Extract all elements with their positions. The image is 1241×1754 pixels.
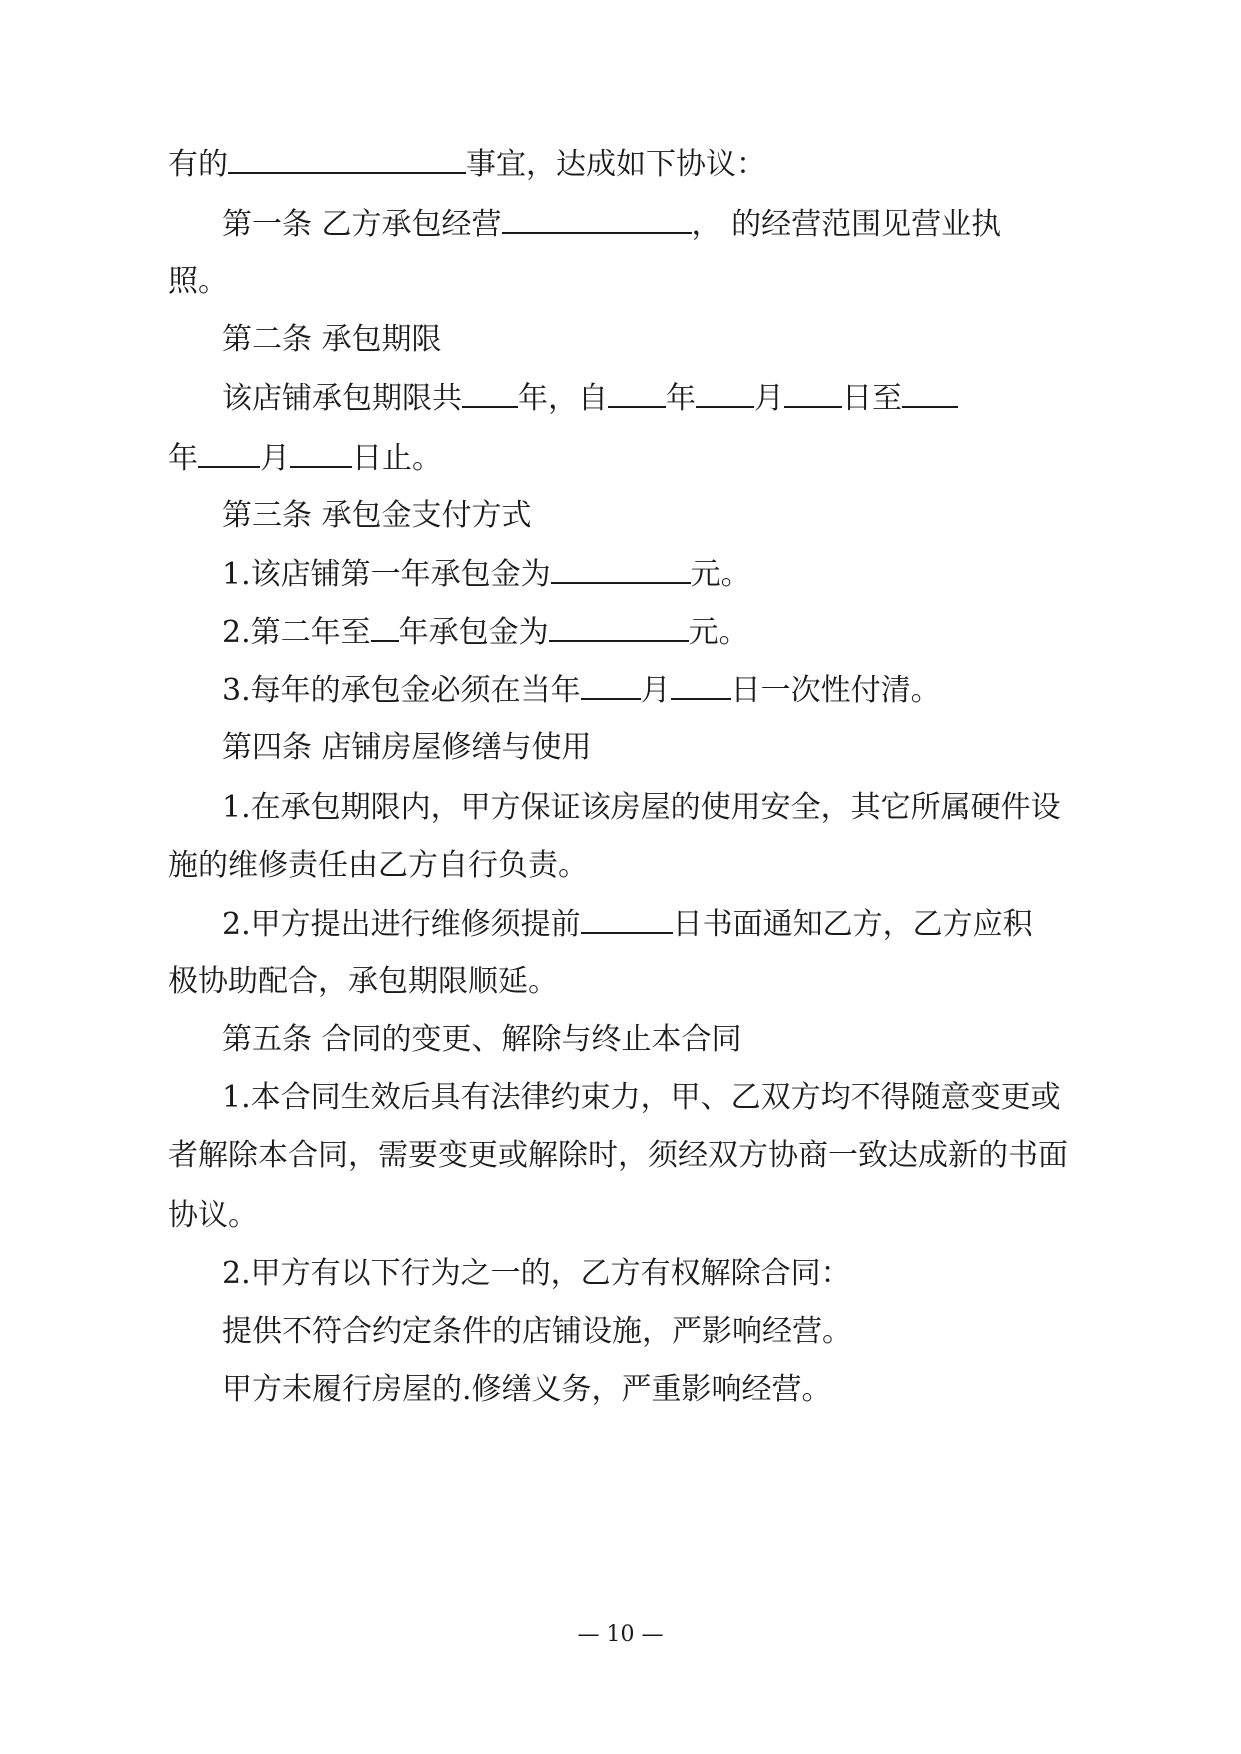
section-heading <box>222 726 1241 770</box>
text-line <box>222 668 1241 712</box>
text-run: 元。 <box>690 557 751 592</box>
text-line <box>168 436 1241 480</box>
text-line <box>222 786 1241 830</box>
text-line <box>222 1310 1241 1354</box>
text-run: 日一次性付清。 <box>730 673 941 708</box>
text-run: 提供不符合约定条件的店铺设施，严影响经营。 <box>222 1314 852 1349</box>
text-run: ， 的经营范围见营业执 <box>691 207 1002 242</box>
fill-in-blank[interactable] <box>549 610 689 642</box>
text-run: 该店铺承包期限共 <box>222 381 462 416</box>
text-run: 日至 <box>842 381 902 416</box>
section-heading <box>222 494 1241 538</box>
fill-in-blank[interactable] <box>578 202 692 234</box>
text-run: 甲方未履行房屋的.修缮义务，严重影响经营。 <box>222 1372 832 1407</box>
text-run: 第五条 合同的变更、解除与终止本合同 <box>222 1022 742 1057</box>
fill-in-blank[interactable] <box>290 436 352 468</box>
text-run: 2.甲方有以下行为之一的，乙方有权解除合同： <box>222 1256 851 1291</box>
text-run: 1.本合同生效后具有法律约束力，甲、乙双方均不得随意变更或 <box>222 1080 1061 1115</box>
text-run: 元。 <box>688 615 749 650</box>
text-run: 日止。 <box>352 441 442 476</box>
text-line <box>168 960 1241 1004</box>
text-line <box>222 552 1241 596</box>
fill-in-blank[interactable] <box>784 376 842 408</box>
text-run: 第二条 承包期限 <box>222 322 442 357</box>
text-run: 1.在承包期限内，甲方保证该房屋的使用安全，其它所属硬件设 <box>222 790 1061 825</box>
text-run: 协议。 <box>168 1198 258 1233</box>
text-line <box>168 142 1241 186</box>
text-run: 第一条 乙方承包经营 <box>222 207 502 242</box>
text-run: 月 <box>640 673 671 708</box>
fill-in-blank[interactable] <box>696 376 754 408</box>
text-run: 1.该店铺第一年承包金为 <box>222 557 551 592</box>
text-line <box>168 1134 1241 1178</box>
section-heading <box>222 318 1241 362</box>
text-run: 第三条 承包金支付方式 <box>222 498 532 533</box>
text-line <box>222 902 1241 946</box>
fill-in-blank[interactable] <box>462 376 518 408</box>
fill-in-blank[interactable] <box>608 376 666 408</box>
text-line <box>222 376 1241 420</box>
text-line <box>168 844 1241 888</box>
fill-in-blank[interactable] <box>228 142 466 174</box>
fill-in-blank[interactable] <box>371 610 399 642</box>
text-run: 者解除本合同，需要变更或解除时，须经双方协商一致达成新的书面 <box>168 1138 1068 1173</box>
text-run: 3.每年的承包金必须在当年 <box>222 673 581 708</box>
text-run: 照。 <box>168 264 228 299</box>
fill-in-blank[interactable] <box>502 202 578 234</box>
text-line <box>168 1194 1241 1238</box>
text-run: 年，自 <box>518 381 608 416</box>
text-run: 2.第二年至 <box>222 615 371 650</box>
fill-in-blank[interactable] <box>581 902 673 934</box>
text-run: 日书面通知乙方，乙方应积 <box>672 907 1033 942</box>
page-number: — 10 — <box>577 1622 664 1647</box>
text-line <box>222 1076 1241 1120</box>
fill-in-blank[interactable] <box>902 376 958 408</box>
text-run: 年承包金为 <box>398 615 549 650</box>
text-run: 年 <box>168 441 198 476</box>
fill-in-blank[interactable] <box>198 436 260 468</box>
text-run: 月 <box>754 381 784 416</box>
section-heading <box>222 1018 1241 1062</box>
text-line <box>222 1252 1241 1296</box>
text-line <box>222 610 1241 654</box>
text-run: 极协助配合，承包期限顺延。 <box>168 964 558 999</box>
text-run: 年 <box>666 381 696 416</box>
text-run: 月 <box>260 441 290 476</box>
text-line <box>168 260 1241 304</box>
fill-in-blank[interactable] <box>551 552 691 584</box>
text-line <box>222 1368 1241 1412</box>
text-line <box>222 202 1241 246</box>
fill-in-blank[interactable] <box>671 668 731 700</box>
fill-in-blank[interactable] <box>581 668 641 700</box>
text-run: 有的 <box>168 147 228 182</box>
text-run: 2.甲方提出进行维修须提前 <box>222 907 581 942</box>
text-run: 事宜，达成如下协议： <box>466 147 766 182</box>
text-run: 第四条 店铺房屋修缮与使用 <box>222 730 592 765</box>
text-run: 施的维修责任由乙方自行负责。 <box>168 848 588 883</box>
